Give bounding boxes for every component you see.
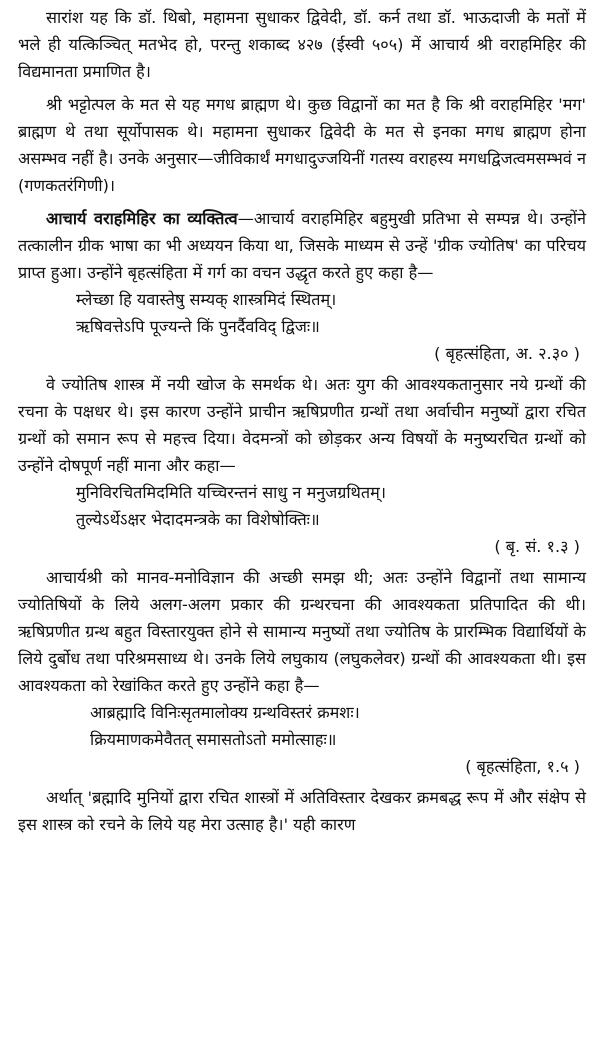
- verse3-line2: क्रियमाणकमेवैतत् समासतोऽतो ममोत्साहः॥: [90, 730, 337, 749]
- verse1-line1: म्लेच्छा हि यवास्तेषु सम्यक् शास्त्रमिदं स्थितम्।: [76, 290, 337, 309]
- verse1-line2: ऋषिवत्तेऽपि पूज्यन्ते किं पुनर्दैवविद् द्विजः॥: [76, 317, 320, 336]
- verse2-line1: मुनिविरचितमिदमिति यच्चिरन्तनं साधु न मनुजग्रथितम्।: [76, 483, 386, 502]
- paragraph-summary: सारांश यह कि डॉ. थिबो, महामना सुधाकर द्विवेदी, डॉ. कर्न तथा डॉ. भाऊदाजी के मतों में भले ही यत्किञ्चित् मतभेद हो, परन्तु शकाब्द ४२७ (ईस्वी ५०५) में आचार्य श्री वराहमिहिर की विद्यमानता प्रमाणित है।: [18, 8, 586, 81]
- paragraph-meaning: अर्थात् 'ब्रह्मादि मुनियों द्वारा रचित शास्त्रों में अतिविस्तार देखकर क्रमबद्ध रूप में और संक्षेप से इस शास्त्र को रचने के लिये यह मेरा उत्साह है।' यही कारण: [18, 788, 586, 834]
- paragraph-new-research: वे ज्योतिष शास्त्र में नयी खोज के समर्थक थे। अतः युग की आवश्यकतानुसार नये ग्रन्थों की रचना के पक्षधर थे। इस कारण उन्होंने प्राचीन ऋषिप्रणीत ग्रन्थों तथा अर्वाचीन मनुष्यों द्वारा रचित ग्रन्थों को समान रूप से महत्त्व दिया। वेदमन्त्रों को छोड़कर अन्य विषयों के मनुष्यरचित ग्रन्थों को उन्होंने दोषपूर्ण नहीं माना और कहा—: [18, 375, 586, 475]
- verse3-line1: आब्रह्मादि विनिःसृतमालोक्य ग्रन्थविस्तरं क्रमशः।: [90, 703, 360, 722]
- verse2-reference: ( बृ. सं. १.३ ): [494, 537, 580, 556]
- paragraph-personality-text: —आचार्य वराहमिहिर बहुमुखी प्रतिभा से सम्पन्न थे। उन्होंने तत्कालीन ग्रीक भाषा का भी अध्ययन किया था, जिसके माध्यम से उन्हें 'ग्रीक ज्योतिष' का परिचय प्राप्त हुआ। उन्होंने बृहत्संहिता में गर्ग का वचन उद्धृत करते हुए कहा है—: [18, 209, 586, 282]
- verse2-line2: तुल्येऽर्थेऽक्षर भेदादमन्त्रके का विशेषोक्तिः॥: [76, 510, 320, 529]
- section-heading-personality: आचार्य वराहमिहिर का व्यक्तित्व: [46, 209, 238, 228]
- paragraph-magadha-brahmin: श्री भट्टोत्पल के मत से यह मगध ब्राह्मण थे। कुछ विद्वानों का मत है कि श्री वराहमिहिर 'मग' ब्राह्मण थे तथा सूर्योपासक थे। महामना सुधाकर द्विवेदी के मत से इनका मगध ब्राह्मण होना असम्भव नहीं है। उनके अनुसार—जीविकार्थं मगधादुज्जयिनीं गतस्य वराहस्य मगधद्विजत्वमसम्भवं न (गणकतरंगिणी)।: [18, 95, 586, 195]
- paragraph-personality: [18, 205, 586, 286]
- verse1-reference: ( बृहत्संहिता, अ. २.३० ): [434, 344, 580, 363]
- paragraph-psychology: आचार्यश्री को मानव-मनोविज्ञान की अच्छी समझ थी; अतः उन्होंने विद्वानों तथा सामान्य ज्योतिषियों के लिये अलग-अलग प्रकार की ग्रन्थरचना की आवश्यकता प्रतिपादित की थी। ऋषिप्रणीत ग्रन्थ बहुत विस्तारयुक्त होने से सामान्य मनुष्यों तथा ज्योतिष के प्रारम्भिक विद्यार्थियों के लिये दुर्बोध तथा परिश्रमसाध्य थे। उनके लिये लघुकाय (लघुकलेवर) ग्रन्थों की आवश्यकता थी। इस आवश्यकता को रेखांकित करते हुए उन्होंने कहा है—: [18, 568, 586, 695]
- verse3-reference: ( बृहत्संहिता, १.५ ): [465, 757, 580, 776]
